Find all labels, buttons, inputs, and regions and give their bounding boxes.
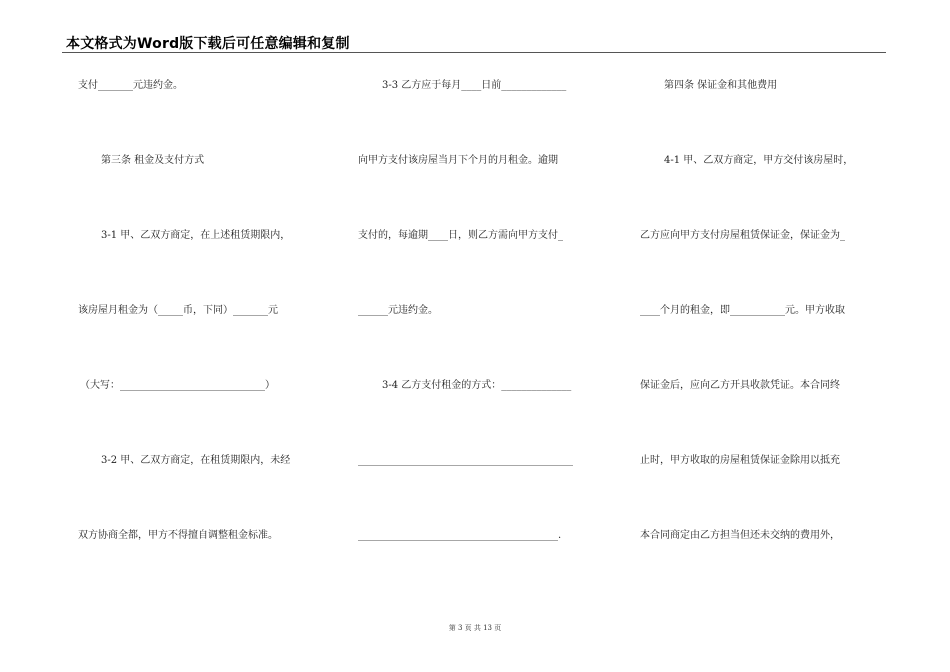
- paragraph-line: （大写：_____________________________）: [80, 380, 275, 391]
- paragraph-line: 向甲方支付该房屋当月下个月的月租金。逾期: [358, 155, 558, 166]
- blank-fill-line: ________________________________________.: [358, 530, 562, 541]
- paragraph-line: 乙方应向甲方支付房屋租赁保证金，保证金为_: [640, 230, 845, 241]
- paragraph-line: 3-4 乙方支付租金的方式：______________: [382, 380, 572, 391]
- paragraph-line: ____个月的租金，即___________元。甲方收取: [640, 305, 845, 316]
- paragraph-line: 保证金后，应向乙方开具收款凭证。本合同终: [640, 380, 840, 391]
- paragraph-line: 本合同商定由乙方担当但还未交纳的费用外，: [640, 530, 840, 541]
- paragraph-line: 3-2 甲、乙双方商定，在租赁期限内，未经: [101, 455, 291, 466]
- section-heading: 第三条 租金及支付方式: [101, 155, 205, 166]
- paragraph-line: 该房屋月租金为（_____币，下同）_______元: [78, 305, 278, 316]
- page-header-title: 本文格式为Word版下载后可任意编辑和复制: [66, 36, 350, 52]
- blank-fill-line: ___________________________________________: [358, 455, 573, 466]
- paragraph-line: ______元违约金。: [358, 305, 438, 316]
- paragraph-line: 止时，甲方收取的房屋租赁保证金除用以抵充: [640, 455, 840, 466]
- paragraph-line: 4-1 甲、乙双方商定，甲方交付该房屋时，: [664, 155, 854, 166]
- header-divider: [62, 52, 886, 53]
- paragraph-line: 双方协商全都，甲方不得擅自调整租金标准。: [78, 530, 278, 541]
- paragraph-line: 3-1 甲、乙双方商定，在上述租赁期限内，: [101, 230, 291, 241]
- page-number: 第 3 页 共 13 页: [448, 624, 502, 632]
- paragraph-line: 支付_______元违约金。: [78, 80, 183, 91]
- paragraph-line: 支付的，每逾期____日，则乙方需向甲方支付_: [358, 230, 563, 241]
- section-heading: 第四条 保证金和其他费用: [664, 80, 778, 91]
- paragraph-line: 3-3 乙方应于每月____日前_____________: [382, 80, 567, 91]
